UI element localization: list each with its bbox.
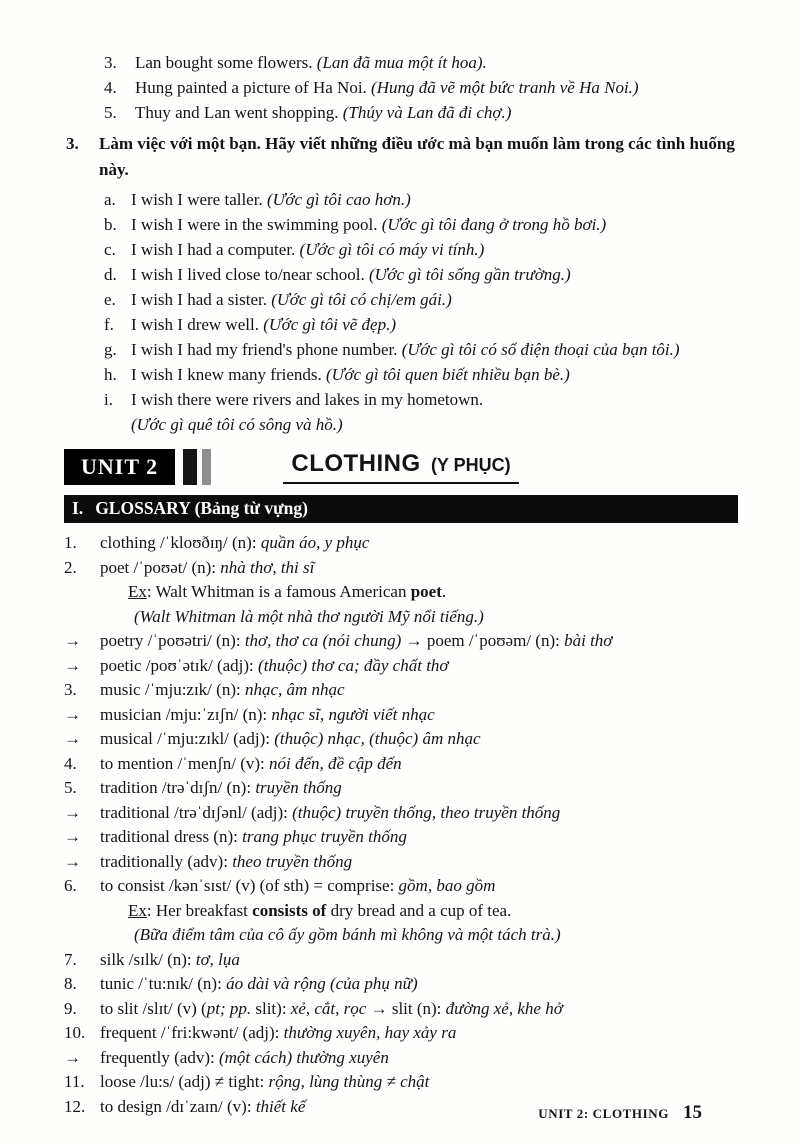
glossary-entry <box>64 948 738 973</box>
glossary-section-header <box>64 495 738 523</box>
line-text: (Bữa điểm tâm của cô ấy gồm bánh mì không và một tách trà.) <box>134 925 561 944</box>
line-text: clothing /ˈkloʊðɪŋ/ (n): quần áo, y phục <box>100 533 370 552</box>
line-text: I wish I had a sister. (Ước gì tôi có chị/em gái.) <box>131 290 452 309</box>
line-marker: 10. <box>64 1023 86 1042</box>
line-marker: i. <box>104 390 113 409</box>
line-text: I wish I drew well. (Ước gì tôi vẽ đẹp.) <box>131 315 397 334</box>
line-marker: 3. <box>64 680 77 699</box>
line-marker: 4. <box>104 78 117 97</box>
wish-item <box>104 287 738 312</box>
line-marker: 7. <box>64 949 77 969</box>
glossary-entry <box>64 531 738 556</box>
line-marker: 3. <box>104 53 117 72</box>
glossary-entry <box>64 1021 738 1046</box>
section-title: GLOSSARY (Bảng từ vựng) <box>95 498 308 518</box>
numbered-sentence <box>104 50 738 75</box>
line-text: traditional dress (n): trang phục truyền thống <box>100 827 407 846</box>
line-text: Làm việc với một bạn. Hãy viết những điều ước mà bạn muốn làm trong các tình huống này. <box>99 134 735 179</box>
line-marker: → <box>64 655 81 675</box>
glossary-entry <box>64 997 738 1022</box>
line-text: Ex: Her breakfast consists of dry bread and a cup of tea. <box>128 900 512 920</box>
line-marker: 1. <box>64 533 77 552</box>
line-text: I wish I lived close to/near school. (Ước gì tôi sống gần trường.) <box>131 265 571 284</box>
wish-item <box>104 212 738 237</box>
line-text: tradition /trəˈdɪʃn/ (n): truyền thống <box>100 778 342 797</box>
page-number: 15 <box>683 1102 702 1123</box>
line-marker: 9. <box>64 998 77 1018</box>
line-marker: → <box>64 827 81 846</box>
line-text: I wish I were in the swimming pool. (Ước gì tôi đang ở trong hồ bơi.) <box>131 215 607 234</box>
wish-item <box>104 362 738 387</box>
line-marker: 4. <box>64 753 77 773</box>
wish-list <box>104 187 738 437</box>
line-text: frequent /ˈfri:kwənt/ (adj): thường xuyên, hay xảy ra <box>100 1023 457 1042</box>
line-text: (Walt Whitman là một nhà thơ người Mỹ nổi tiếng.) <box>134 606 484 626</box>
section-numeral: I. <box>72 498 84 518</box>
glossary-entry <box>64 776 738 801</box>
line-text: to consist /kənˈsɪst/ (v) (of sth) = comprise: gồm, bao gồm <box>100 876 496 895</box>
line-text: poet /ˈpoʊət/ (n): nhà thơ, thi sĩ <box>100 557 315 577</box>
line-text: Thuy and Lan went shopping. (Thúy và Lan đã đi chợ.) <box>135 103 512 122</box>
glossary-entry <box>64 923 738 948</box>
glossary-entry <box>64 727 738 752</box>
line-text: musician /mju:ˈzɪʃn/ (n): nhạc sĩ, người viết nhạc <box>100 704 435 724</box>
task-heading <box>66 131 738 183</box>
glossary-entry <box>64 972 738 997</box>
line-text: Lan bought some flowers. (Lan đã mua một ít hoa). <box>135 53 487 72</box>
glossary-entry <box>64 874 738 899</box>
intro-list <box>104 50 738 125</box>
line-text: traditional /trəˈdɪʃənl/ (adj): (thuộc) truyền thống, theo truyền thống <box>100 802 561 822</box>
glossary-entry <box>64 752 738 777</box>
unit-title: CLOTHING <box>291 450 421 477</box>
line-marker: g. <box>104 340 117 359</box>
line-marker: 5. <box>104 103 117 122</box>
line-marker: d. <box>104 265 117 284</box>
line-marker: 2. <box>64 557 77 577</box>
wish-item <box>104 412 738 437</box>
line-marker: 5. <box>64 778 77 797</box>
wish-item <box>104 387 738 412</box>
glossary-entry <box>64 556 738 581</box>
line-text: poetry /ˈpoʊətri/ (n): thơ, thơ ca (nói chung) → poem /ˈpoʊəm/ (n): bài thơ <box>100 631 613 650</box>
task-instruction <box>66 131 738 183</box>
line-text: loose /lu:s/ (adj) ≠ tight: rộng, lùng thùng ≠ chật <box>100 1072 430 1091</box>
page-footer <box>538 1102 702 1124</box>
unit-banner <box>64 447 738 487</box>
line-text: poetic /poʊˈətɪk/ (adj): (thuộc) thơ ca; đầy chất thơ <box>100 655 449 675</box>
line-text: Ex: Walt Whitman is a famous American poet. <box>128 582 447 601</box>
glossary-entry <box>64 703 738 728</box>
line-marker: h. <box>104 365 117 384</box>
line-marker: f. <box>104 315 114 334</box>
glossary-entry <box>64 654 738 679</box>
decor-bar-gray <box>202 449 211 485</box>
glossary-entry <box>64 825 738 850</box>
line-marker: 8. <box>64 974 77 993</box>
wish-item <box>104 187 738 212</box>
line-marker: 3. <box>66 134 79 153</box>
line-marker: 6. <box>64 876 77 895</box>
line-text: I wish I had a computer. (Ước gì tôi có máy vi tính.) <box>131 240 485 259</box>
numbered-sentence <box>104 75 738 100</box>
line-text: tunic /ˈtu:nɪk/ (n): áo dài và rộng (của phụ nữ) <box>100 974 418 993</box>
wish-item <box>104 312 738 337</box>
line-text: I wish I had my friend's phone number. (Ước gì tôi có số điện thoại của bạn tôi.) <box>131 340 680 359</box>
line-marker: → <box>64 704 81 724</box>
footer-unit-label: UNIT 2: CLOTHING <box>538 1106 669 1121</box>
glossary-entry <box>64 605 738 630</box>
line-marker: 12. <box>64 1096 86 1116</box>
line-text: silk /sɪlk/ (n): tơ, lụa <box>100 949 240 969</box>
line-text: Hung painted a picture of Ha Noi. (Hung đã vẽ một bức tranh về Ha Noi.) <box>135 78 639 97</box>
line-marker: b. <box>104 215 117 234</box>
glossary-entry <box>64 1046 738 1071</box>
line-text: musical /ˈmju:zɪkl/ (adj): (thuộc) nhạc, (thuộc) âm nhạc <box>100 729 481 748</box>
line-text: to design /dɪˈzaɪn/ (v): thiết kế <box>100 1096 306 1116</box>
line-marker: 11. <box>64 1072 85 1091</box>
glossary-entry <box>64 899 738 924</box>
line-marker: → <box>64 851 81 871</box>
wish-item <box>104 262 738 287</box>
line-text: I wish I were taller. (Ước gì tôi cao hơn.) <box>131 190 411 209</box>
line-marker: e. <box>104 290 116 309</box>
glossary-entry <box>64 580 738 605</box>
line-text: I wish there were rivers and lakes in my hometown. <box>131 390 484 409</box>
wish-item <box>104 337 738 362</box>
glossary-entry <box>64 801 738 826</box>
line-text: traditionally (adv): theo truyền thống <box>100 851 353 871</box>
glossary-entry <box>64 1070 738 1095</box>
line-text: I wish I knew many friends. (Ước gì tôi quen biết nhiều bạn bè.) <box>131 365 570 384</box>
line-text: frequently (adv): (một cách) thường xuyên <box>100 1047 389 1067</box>
glossary-entry <box>64 629 738 654</box>
numbered-sentence <box>104 100 738 125</box>
decor-bar-dark <box>183 449 197 485</box>
wish-item <box>104 237 738 262</box>
line-text: (Ước gì quê tôi có sông và hồ.) <box>131 415 343 434</box>
glossary-list <box>64 531 738 1119</box>
glossary-entry <box>64 678 738 703</box>
line-text: to slit /slɪt/ (v) (pt; pp. slit): xẻ, cắt, rọc → slit (n): đường xẻ, khe hở <box>100 998 563 1018</box>
line-marker: → <box>64 1047 81 1067</box>
unit-label: UNIT 2 <box>64 449 175 485</box>
line-text: music /ˈmju:zɪk/ (n): nhạc, âm nhạc <box>100 680 345 699</box>
glossary-entry <box>64 850 738 875</box>
unit-subtitle: (Y PHỤC) <box>430 455 511 475</box>
unit-title-underline <box>283 450 518 484</box>
line-marker: c. <box>104 240 116 259</box>
line-marker: → <box>64 631 81 650</box>
line-text: to mention /ˈmenʃn/ (v): nói đến, đề cập đến <box>100 753 402 773</box>
line-marker: → <box>64 729 81 748</box>
line-marker: a. <box>104 190 116 209</box>
line-marker: → <box>64 802 81 822</box>
